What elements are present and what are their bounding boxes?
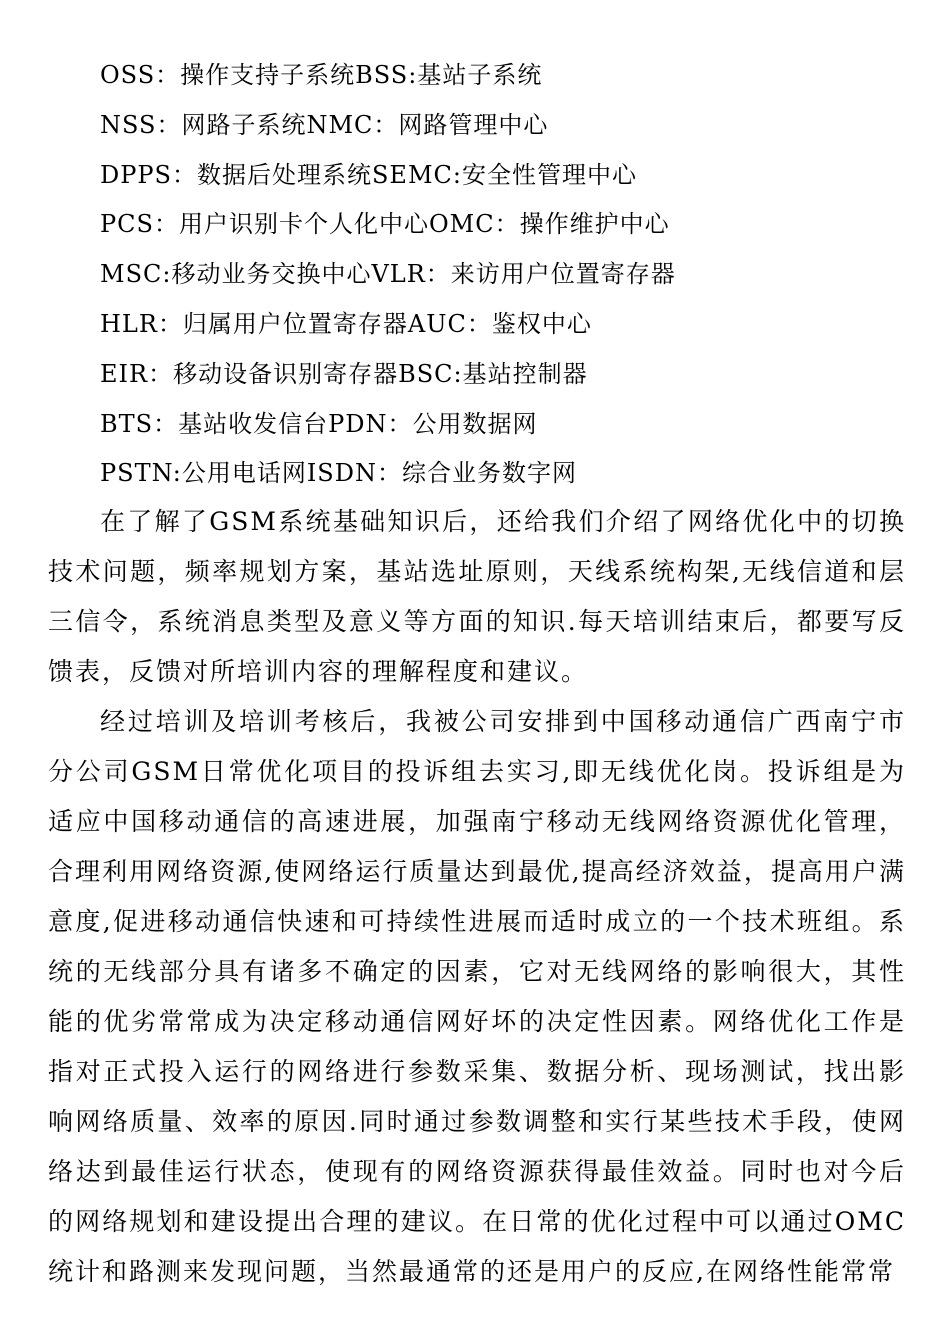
abbreviation-line: MSC:移动业务交换中心VLR：来访用户位置寄存器 xyxy=(100,260,676,288)
abbreviation-line: DPPS：数据后处理系统SEMC:安全性管理中心 xyxy=(100,161,637,189)
abbreviation-line: NSS：网路子系统NMC：网路管理中心 xyxy=(100,111,549,139)
abbreviation-line: EIR：移动设备识别寄存器BSC:基站控制器 xyxy=(100,360,588,388)
abbreviation-line: HLR：归属用户位置寄存器AUC：鉴权中心 xyxy=(100,310,592,338)
abbreviation-line: OSS：操作支持子系统BSS:基站子系统 xyxy=(100,61,543,89)
abbreviation-line: BTS：基站收发信台PDN：公用数据网 xyxy=(100,410,538,438)
abbreviation-line: PSTN:公用电话网ISDN：综合业务数字网 xyxy=(100,459,577,487)
abbreviation-line: PCS：用户识别卡个人化中心OMC：操作维护中心 xyxy=(100,210,670,238)
body-paragraph: 经过培训及培训考核后，我被公司安排到中国移动通信广西南宁市分公司GSM日常优化项目的投诉组去实习,即无线优化岗。投诉组是为适应中国移动通信的高速进展，加强南宁移动无线网络资源优化管理，合理利用网络资源,使网络运行质量达到最优,提高经济效益，提高用户满意度,促进移动通信快速和可持续性进展而适时成立的一个技术班组。系统的无线部分具有诸多不确定的因素，它对无线网络的影响很大，其性能的优劣常常成为决定移动通信网好坏的决定性因素。网络优化工作是指对正式投入运行的网络进行参数采集、数据分析、现场测试，找出影响网络质量、效率的原因.同时通过参数调整和实行某些技术手段，使网络达到最佳运行状态，使现有的网络资源获得最佳效益。同时也对今后的网络规划和建设提出合理的建议。在日常的优化过程中可以通过OMC统计和路测来发现问题，当然最通常的还是用户的反应,在网络性能常常 xyxy=(48,707,906,1286)
body-paragraph: 在了解了GSM系统基础知识后，还给我们介绍了网络优化中的切换技术问题，频率规划方案，基站选址原则，天线系统构架,无线信道和层三信令，系统消息类型及意义等方面的知识.每天培训结束后，都要写反馈表，反馈对所培训内容的理解程度和建议。 xyxy=(48,507,906,686)
